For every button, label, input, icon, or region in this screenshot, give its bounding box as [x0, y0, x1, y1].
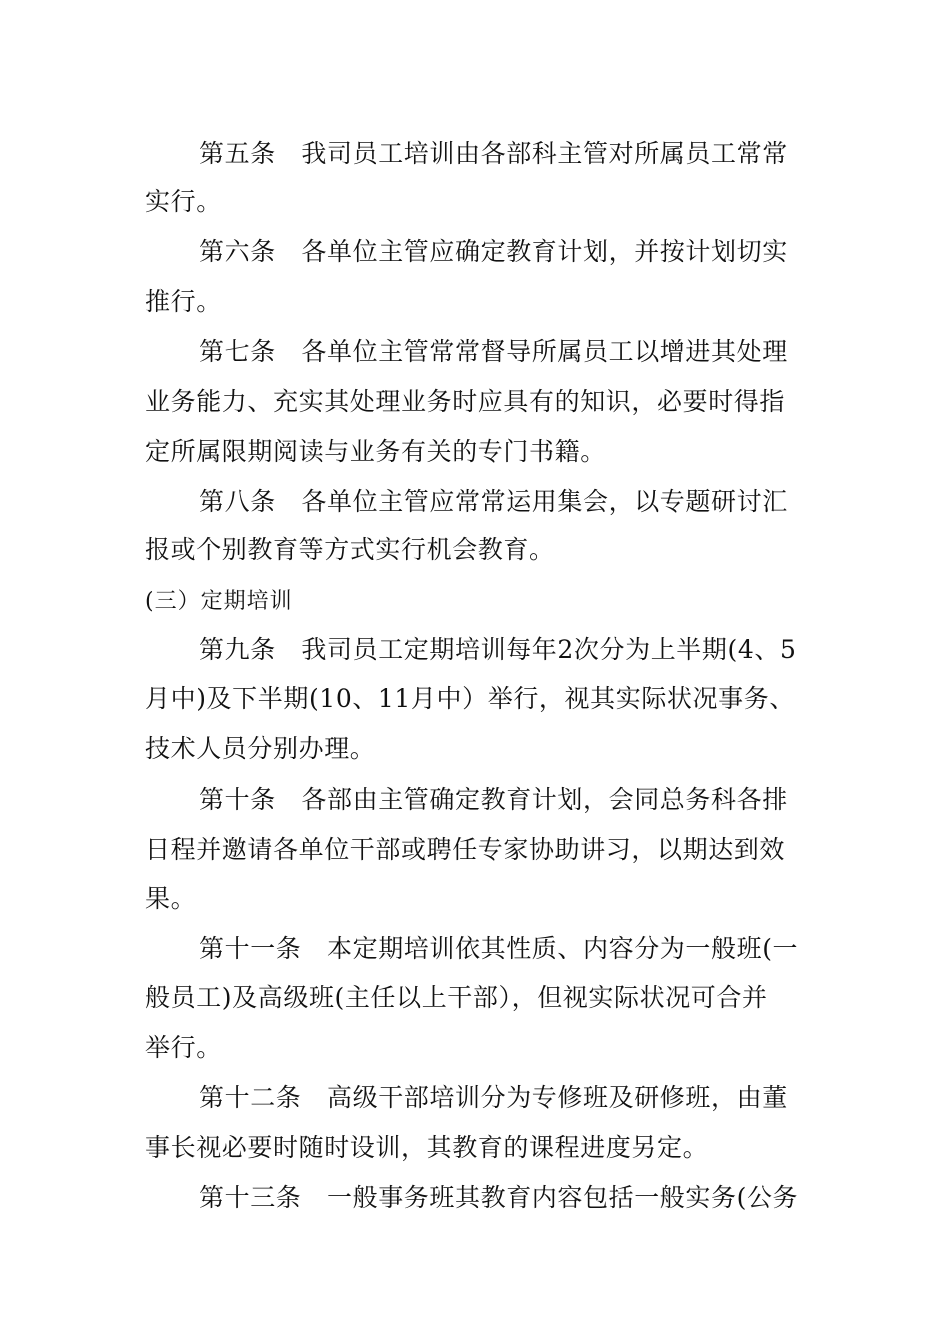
- article-8-line-2: 报或个别教育等方式实行机会教育。: [145, 535, 555, 564]
- article-10-line-1: 第十条 各部由主管确定教育计划，会同总务科各排: [199, 785, 788, 814]
- article-12-line-2: 事长视必要时随时设训，其教育的课程进度另定。: [145, 1133, 709, 1162]
- article-12-line-1: 第十二条 高级干部培训分为专修班及研修班，由董: [199, 1083, 788, 1112]
- article-6-line-1: 第六条 各单位主管应确定教育计划，并按计划切实: [199, 237, 788, 266]
- article-5-line-2: 实行。: [145, 187, 222, 216]
- article-9-line-3: 技术人员分别办理。: [145, 734, 376, 763]
- article-13-line-1: 第十三条 一般事务班其教育内容包括一般实务(公务: [199, 1183, 799, 1212]
- article-10-line-3: 果。: [145, 884, 197, 913]
- article-7-line-1: 第七条 各单位主管常常督导所属员工以增进其处理: [199, 337, 788, 366]
- article-9-line-1: 第九条 我司员工定期培训每年2次分为上半期(4、5: [199, 635, 797, 664]
- article-11-line-2: 般员工)及高级班(主任以上干部），但视实际状况可合并: [145, 983, 768, 1012]
- article-8-line-1: 第八条 各单位主管应常常运用集会，以专题研讨汇: [199, 487, 788, 516]
- article-11-line-3: 举行。: [145, 1033, 222, 1062]
- article-10-line-2: 日程并邀请各单位干部或聘任专家协助讲习，以期达到效: [145, 835, 786, 864]
- article-9-line-2: 月中)及下半期(10、11月中）举行，视其实际状况事务、: [145, 684, 795, 713]
- section-heading-periodic-training: (三）定期培训: [145, 589, 293, 614]
- article-6-line-2: 推行。: [145, 287, 222, 316]
- article-7-line-2: 业务能力、充实其处理业务时应具有的知识，必要时得指: [145, 387, 786, 416]
- article-11-line-1: 第十一条 本定期培训依其性质、内容分为一般班(一: [199, 934, 799, 963]
- article-7-line-3: 定所属限期阅读与业务有关的专门书籍。: [145, 437, 606, 466]
- article-5-line-1: 第五条 我司员工培训由各部科主管对所属员工常常: [199, 139, 788, 168]
